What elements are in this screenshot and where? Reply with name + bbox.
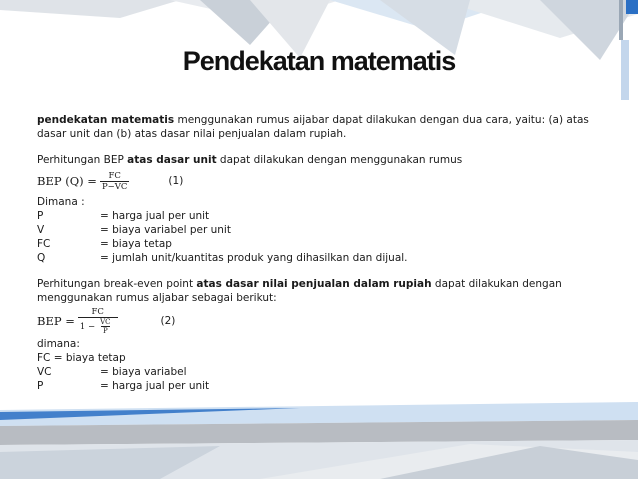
formula-2-numerator: FC — [91, 307, 104, 317]
sales-paragraph — [37, 277, 597, 305]
unit-def-row: Q = jumlah unit/kuantitas produk yang dihasilkan dan dijual. — [37, 252, 408, 264]
formula-2-denominator — [78, 317, 118, 335]
formula-1-denominator: P−VC — [101, 181, 128, 192]
formula-2-number: (2) — [160, 315, 176, 327]
slide-content — [37, 113, 597, 393]
intro-bold: pendekatan matematis — [37, 114, 175, 126]
formula-2-den-lead: 1 − — [79, 321, 96, 332]
intro-paragraph — [37, 113, 597, 141]
formula-2-inner-numerator: VC — [100, 318, 111, 326]
formula-2-inner-denominator: P — [102, 327, 108, 335]
sales-def-row: P = harga jual per unit — [37, 380, 210, 392]
unit-def-row: FC = biaya tetap — [37, 238, 172, 250]
sales-bold: atas dasar nilai penjualan dalam rupiah — [196, 278, 432, 290]
unit-lead: Perhitungan BEP — [37, 154, 128, 166]
sales-def-row: VC = biaya variabel — [37, 366, 187, 378]
formula-1 — [37, 167, 597, 195]
formula-2-fraction — [78, 307, 118, 335]
formula-1-fraction — [100, 171, 129, 192]
unit-def-row: P = harga jual per unit — [37, 210, 210, 222]
formula-2-lhs: BEP = — [37, 314, 75, 328]
sales-fc-line: FC = biaya tetap — [37, 352, 126, 364]
unit-bold: atas dasar unit — [127, 154, 217, 166]
sales-dimana: dimana: — [37, 338, 80, 350]
intro-text: menggunakan rumus aijabar dapat dilakukan dengan dua cara, yaitu: (a) atas dasar unit dan (b) atas dasar nilai penjualan dalam rupiah. — [37, 114, 589, 140]
formula-1-lhs: BEP (Q) = — [37, 174, 97, 188]
formula-1-number: (1) — [168, 175, 184, 187]
formula-2-inner-fraction — [98, 318, 112, 335]
formula-2 — [37, 305, 597, 337]
unit-paragraph — [37, 153, 597, 167]
sales-lead: Perhitungan break-even point — [37, 278, 197, 290]
unit-tail: dapat dilakukan dengan menggunakan rumus — [216, 154, 463, 166]
formula-1-numerator: FC — [108, 170, 121, 181]
unit-def-row: V = biaya variabel per unit — [37, 224, 231, 236]
unit-dimana: Dimana : — [37, 196, 85, 208]
slide-title: Pendekatan matematis — [182, 46, 456, 76]
sales-tail: dapat dilakukan dengan menggunakan rumus aljabar sebagai berikut: — [37, 278, 562, 304]
